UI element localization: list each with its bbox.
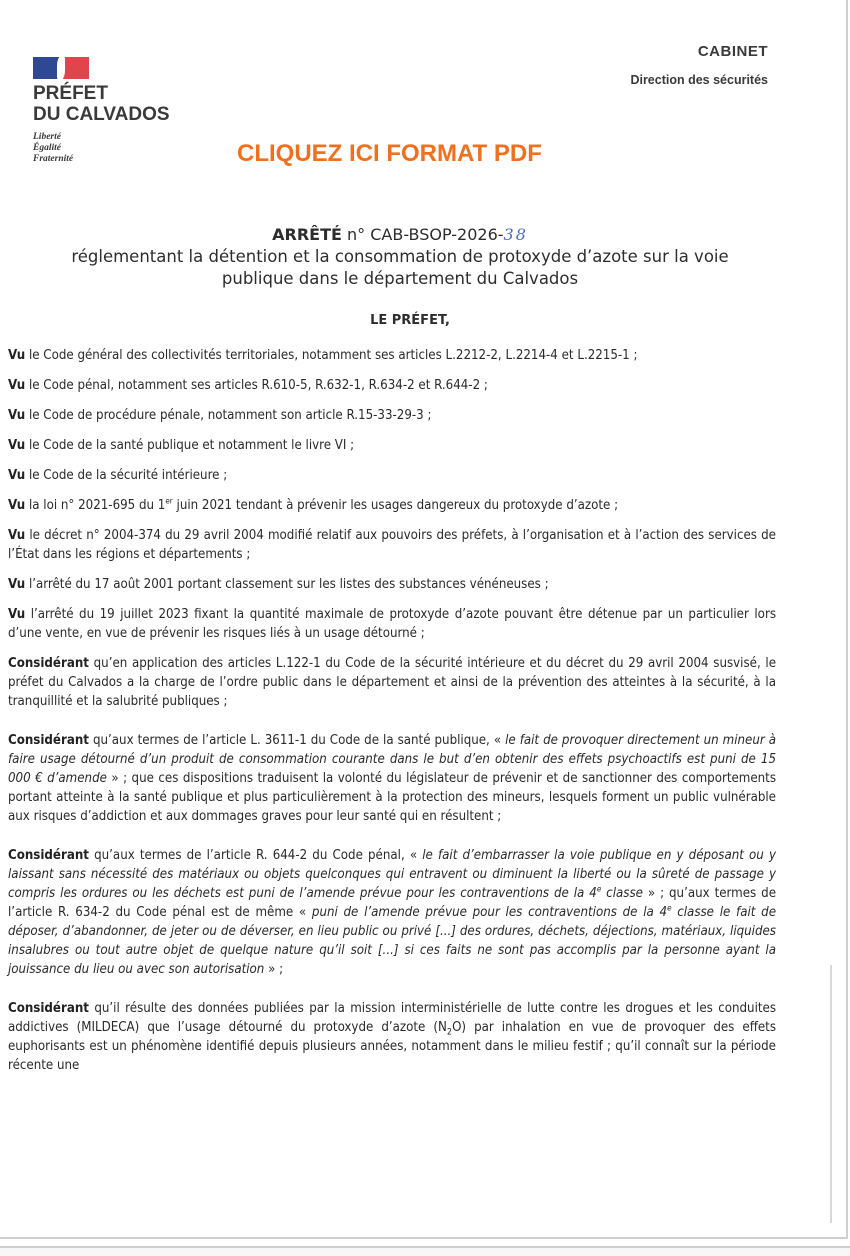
next-page-edge [0, 1246, 850, 1256]
marianne-flag-icon [33, 57, 89, 79]
legal-quote: puni de l’amende prévue pour les contraventions de la 4 [311, 905, 668, 920]
para-text: le décret n° 2004-374 du 29 avril 2004 modifié relatif aux pouvoirs des préfets, à l’organisation et à l’action des services de l’État dans les régions et départements ; [8, 528, 776, 562]
para-lead: Vu [8, 378, 26, 393]
visa-paragraph [8, 466, 776, 485]
para-lead: Vu [8, 528, 26, 543]
service-name: CABINET [697, 43, 768, 60]
republic-motto [33, 132, 170, 165]
para-lead: Vu [8, 438, 26, 453]
para-text: le Code pénal, notamment ses articles R.610-5, R.632-1, R.634-2 et R.644-2 ; [25, 378, 488, 393]
legal-quote: classe le fait de déposer, d’abandonner, de jeter ou de déverser, en lieu public ou privé [...] des ordures, déchets, déjections, matériaux, liquides insalubres ou tout autre objet de quelque nature qu’il soit [...] si ces faits ne sont pas accomplis par la personne ayant la jouissance du lieu ou avec son autorisation [8, 905, 776, 977]
para-text: l’arrêté du 19 juillet 2023 fixant la quantité maximale de protoxyde d’azote pouvant être détenue par un particulier lors d’une vente, en vue de prévenir les risques liés à un usage détourné ; [8, 607, 776, 641]
visa-paragraph [8, 376, 776, 395]
para-text: la loi n° 2021-695 du 1 [25, 498, 166, 513]
para-text: le Code de la santé publique et notamment le livre VI ; [25, 438, 355, 453]
para-lead: Vu [8, 468, 26, 483]
ordinal-sup: e [596, 884, 602, 894]
para-text: » ; qu’aux termes de l’article R. 634-2 du Code pénal est de même « [8, 886, 776, 920]
prefecture-name-line1: PRÉFET [33, 83, 108, 104]
para-text: qu’aux termes de l’article R. 644-2 du Code pénal, « [88, 848, 423, 863]
prefecture-name [33, 83, 170, 125]
issuing-service [630, 43, 768, 87]
decree-body [8, 346, 776, 1086]
decree-subtitle-line2: publique dans le département du Calvados [221, 269, 579, 288]
legal-quote: le fait de provoquer directement un mineur à faire usage détourné d’un produit de consommation courante dans le but d’en obtenir des effets psychoactifs est puni de 15 000 € d’amende [8, 733, 776, 786]
decree-subtitle-line1: réglementant la détention et la consommation de protoxyde d’azote sur la voie [71, 247, 729, 266]
prefecture-name-line2: DU CALVADOS [33, 104, 170, 125]
pdf-download-link[interactable]: CLIQUEZ ICI FORMAT PDF [237, 140, 542, 167]
para-text: juin 2021 tendant à prévenir les usages dangereux du protoxyde d’azote ; [172, 498, 619, 513]
handwritten-number: 38 [503, 225, 528, 244]
decree-number-label: n° CAB-BSOP-2026- [341, 225, 504, 244]
scan-edge-line [830, 965, 832, 1223]
visa-paragraph [8, 436, 776, 455]
visa-paragraph [8, 575, 776, 594]
visa-paragraph [8, 605, 776, 643]
ordinal-sup: e [667, 903, 672, 913]
para-lead: Considérant [8, 733, 89, 748]
subscript: 2 [446, 1027, 453, 1038]
visa-paragraph [8, 526, 776, 564]
para-lead: Considérant [8, 656, 89, 671]
direction-name: Direction des sécurités [630, 73, 768, 87]
para-lead: Considérant [8, 1001, 89, 1016]
para-text: O) par inhalation en vue de provoquer des effets euphorisants est un phénomène identifié depuis plusieurs années, notamment dans le milieu festif ; qu’il connaît sur la période récente une [8, 1020, 776, 1073]
decree-prefix: ARRÊTÉ [272, 225, 342, 244]
considerant-paragraph [8, 731, 776, 826]
para-text: le Code de procédure pénale, notamment son article R.15-33-29-3 ; [25, 408, 432, 423]
considerant-paragraph [8, 654, 776, 711]
considerant-paragraph [8, 846, 776, 979]
le-prefet-heading: LE PRÉFET, [370, 313, 450, 328]
visa-paragraph [8, 406, 776, 425]
para-text: qu’aux termes de l’article L. 3611-1 du Code de la santé publique, « [88, 733, 506, 748]
visa-paragraph [8, 346, 776, 365]
para-lead: Vu [8, 498, 26, 513]
para-lead: Vu [8, 607, 26, 622]
decree-number [0, 224, 800, 246]
para-text: le Code de la sécurité intérieure ; [25, 468, 228, 483]
para-text: le Code général des collectivités territoriales, notamment ses articles L.2212-2, L.2214-4 et L.2215-1 ; [25, 348, 638, 363]
considerant-paragraph [8, 999, 776, 1075]
motto-egalite: Égalité [33, 143, 61, 153]
para-text: qu’il résulte des données publiées par la mission interministérielle de lutte contre les drogues et les conduites addictives (MILDECA) que l’usage détourné du protoxyde d’azote (N [8, 1001, 776, 1035]
visa-paragraph [8, 496, 776, 515]
motto-liberte: Liberté [33, 132, 61, 142]
motto-fraternite: Fraternité [33, 154, 74, 164]
legal-quote: le fait d’embarrasser la voie publique en y déposant ou y laissant sans nécessité des matériaux ou objets quelconques qui entravent ou diminuent la liberté ou la sûreté de passage y compris les ordures ou les déchets est puni de l’amende prévue pour les contraventions de la 4 [8, 848, 776, 901]
para-lead: Vu [8, 408, 26, 423]
para-lead: Considérant [8, 848, 89, 863]
legal-quote: classe [601, 886, 643, 901]
para-lead: Vu [8, 577, 26, 592]
decree-title [0, 224, 800, 290]
prefecture-logo [33, 57, 170, 165]
para-text: qu’en application des articles L.122-1 du Code de la sécurité intérieure et du décret du 29 avril 2004 susvisé, le préfet du Calvados a la charge de l’ordre public dans le département et ainsi de la prévention des atteintes à la sécurité, à la tranquillité et la salubrité publiques ; [8, 656, 776, 709]
ordinal-sup: er [165, 496, 173, 506]
para-text: » ; que ces dispositions traduisent la volonté du législateur de prévenir et de sanctionner des comportements portant atteinte à la santé publique et plus particulièrement à la protection des mineurs, lesquels forment un public vulnérable aux risques d’addiction et aux dommages graves pour leur santé qui en résultent ; [8, 771, 776, 824]
para-text: l’arrêté du 17 août 2001 portant classement sur les listes des substances vénéneuses ; [25, 577, 549, 592]
para-text: » ; [264, 962, 284, 977]
para-lead: Vu [8, 348, 26, 363]
